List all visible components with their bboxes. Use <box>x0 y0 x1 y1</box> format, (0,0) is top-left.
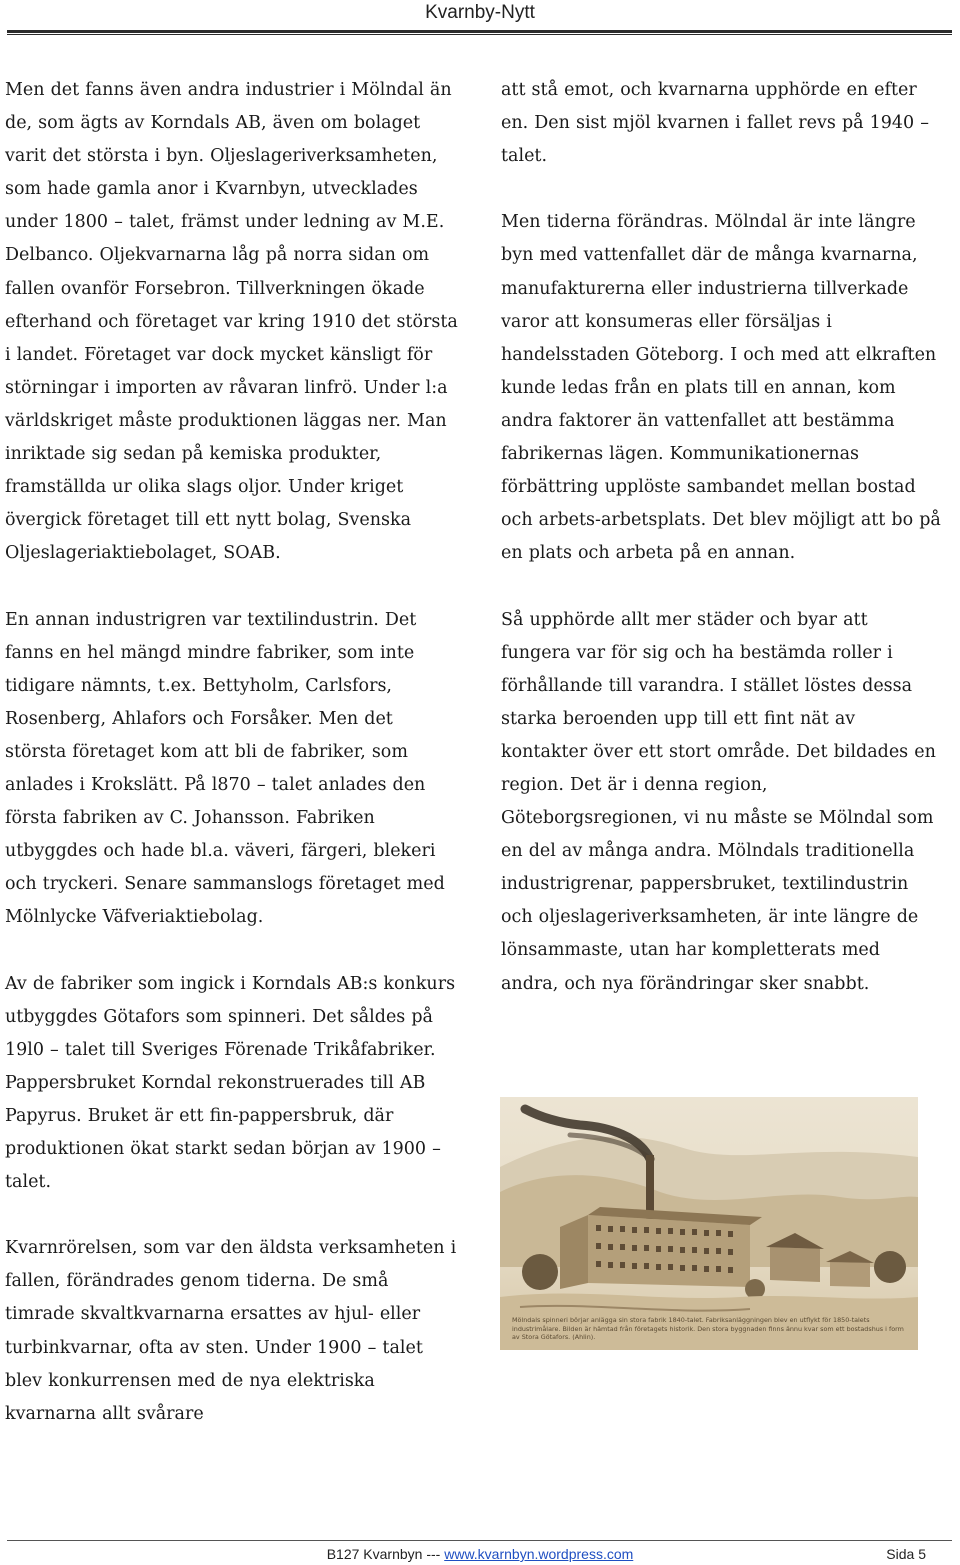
paragraph: Så upphörde allt mer städer och byar att fungera var för sig och ha bestämda roller i förhållande till varandra. I stället löstes dessa starka beroenden upp till ett fint nät av kontakter över ett stort område. Det bildades en region. Det är i denna region, Göteborgsregionen, vi nu måste se Mölndal som en del av många andra. Mölndals traditionella industrigrenar, pappersbruket, textilindustrin och oljeslageriverksamheten, är inte längre de lönsammaste, utan har kompletterats med andra, och nya förändringar sker snabbt. <box>501 609 936 994</box>
left-column <box>5 74 460 1431</box>
blog-link[interactable]: www.kvarnbyn.wordpress.com <box>444 1546 634 1562</box>
footer-center <box>0 1545 960 1563</box>
page-number: Sida 5 <box>886 1546 926 1562</box>
footer-text: B127 Kvarnbyn --- <box>326 1546 445 1562</box>
historical-factory-illustration <box>500 1097 918 1350</box>
paragraph: Men det fanns även andra industrier i Mölndal än de, som ägts av Korndals AB, även om bolaget varit det största i byn. Oljeslageriverksamheten, som hade gamla anor i Kvarnbyn, utvecklades under 1800 – talet, främst under ledning av M.E. Delbanco. Oljekvarnarna låg på norra sidan om fallen ovanför Forsebron. Tillverkningen ökade efterhand och företaget var kring 1910 det största i landet. Företaget var dock mycket känsligt för störningar i importen av råvaran linfrö. Under l:a världskriget måste produktionen läggas ner. Man inriktade sig sedan på kemiska produkter, framställda ur olika slags oljor. Under kriget övergick företaget till ett nytt bolag, Svenska Oljeslageriaktiebolaget, SOAB. <box>5 80 458 564</box>
page-header <box>0 0 960 30</box>
header-title: Kvarnby-Nytt <box>425 2 535 23</box>
paragraph: att stå emot, och kvarnarna upphörde en efter en. Den sist mjöl kvarnen i fallet revs på 1940 – talet. <box>501 80 930 167</box>
figure-caption: Mölndals spinneri börjar anlägga sin stora fabrik 1840-talet. Fabriksanläggningen blev en utflykt för 1850-talets industrimålare. Bilden är hämtad från företagets historik. Den stora byggnaden finns ännu kvar som ett bostadshus i form av Stora Götafors. (Ahlin). <box>512 1316 904 1342</box>
footer-divider <box>7 1540 952 1541</box>
paragraph: En annan industrigren var textilindustrin. Det fanns en hel mängd mindre fabriker, som inte tidigare nämnts, t.ex. Bettyholm, Carlsfors, Rosenberg, Ahlafors och Forsåker. Men det största företaget kom att bli de fabriker, som anlades i Krokslätt. På l870 – talet anlades den första fabriken av C. Johansson. Fabriken utbyggdes och hade bl.a. väveri, färgeri, blekeri och tryckeri. Senare sammanslogs företaget med Mölnlycke Väfveriaktiebolag. <box>5 609 445 928</box>
paragraph: Av de fabriker som ingick i Korndals AB:s konkurs utbyggdes Götafors som spinneri. Det såldes på 19l0 – talet till Sveriges Förenade Trikåfabriker. Pappersbruket Korndal rekonstruerades till AB Papyrus. Bruket är ett fin-pappersbruk, där produktionen ökat starkt sedan början av 1900 – talet. <box>5 973 456 1193</box>
right-column <box>501 74 941 1001</box>
paragraph: Men tiderna förändras. Mölndal är inte längre byn med vattenfallet där de många kvarnarna, manufakturerna eller industrierna tillverkade varor att konsumeras eller försäljas i handelsstaden Göteborg. I och med att elkraften kunde ledas från en plats till en annan, kom andra faktorer än vattenfallet att bestämma fabrikernas lägen. Kommunikationernas förbättring upplöste sambandet mellan bostad och arbets-arbetsplats. Det blev möjligt att bo på en plats och arbeta på en annan. <box>501 212 941 564</box>
header-divider <box>7 30 952 35</box>
paragraph: Kvarnrörelsen, som var den äldsta verksamheten i fallen, förändrades genom tiderna. De små timrade skvaltkvarnarna ersattes av hjul- eller turbinkvarnar, ofta av sten. Under 1900 – talet blev konkurrensen med de nya elektriska kvarnarna allt svårare <box>5 1238 457 1424</box>
page-footer <box>0 1545 960 1563</box>
factory-engraving <box>500 1097 918 1350</box>
